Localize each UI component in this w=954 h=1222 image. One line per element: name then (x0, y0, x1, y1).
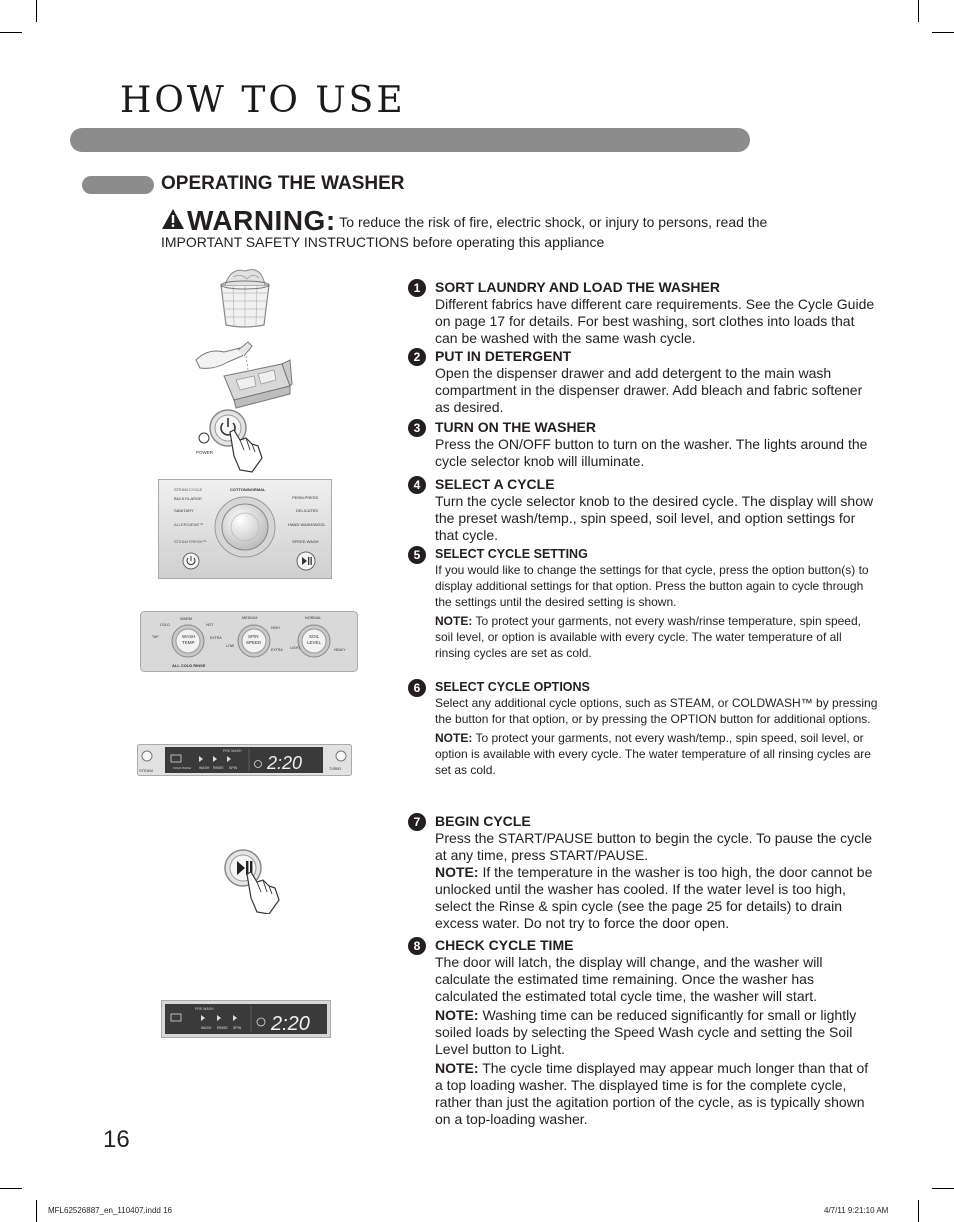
crop-mark (932, 1188, 954, 1189)
svg-text:TAP: TAP (152, 635, 159, 639)
crop-mark (0, 32, 22, 33)
svg-text:EXTRA: EXTRA (271, 648, 283, 652)
step-2 (408, 348, 878, 416)
svg-text:TURBO: TURBO (329, 767, 342, 771)
panel-label: SANITARY (174, 508, 194, 513)
step-4 (408, 476, 878, 544)
note-text: To protect your garments, not every wash/temp., spin speed, soil level, or option is available with every cycle. The water temperature of all rinsing cycles are set as cold. (435, 731, 871, 777)
note-label: NOTE: (435, 864, 479, 880)
note-text: To protect your garments, not every wash/rinse temperature, spin speed, soil level, or option is available with every cycle. The water temperature of all rinsing cycles are set as cold. (435, 614, 861, 660)
step-number: 7 (408, 813, 426, 831)
svg-text:MEDIUM: MEDIUM (242, 616, 258, 620)
svg-text:SPIN: SPIN (248, 634, 259, 639)
display-label: SPIN (229, 766, 238, 770)
warning-text-2: IMPORTANT SAFETY INSTRUCTIONS before operating this appliance (161, 234, 605, 250)
step-number: 8 (408, 937, 426, 955)
step-title: PUT IN DETERGENT (435, 348, 572, 364)
display-time: 2:20 (267, 753, 303, 773)
note-label: NOTE: (435, 731, 473, 745)
step-body: Press the ON/OFF button to turn on the washer. The lights around the cycle selector knob will illuminate. (435, 436, 868, 469)
note-text: Washing time can be reduced significantly for small or lightly soiled loads by selecting the Speed Wash cycle and setting the Soil Level button to Light. (435, 1007, 857, 1057)
warning-block (161, 205, 821, 251)
step-8 (408, 937, 878, 1128)
step-number: 1 (408, 279, 426, 297)
note-text: If the temperature in the washer is too high, the door cannot be unlocked until the washer has cooled. If the water level is too high, select the Rinse & spin cycle (see the page 25 for details) to drain excess water. Do not try to force the door open. (435, 864, 873, 931)
section-pill (82, 176, 154, 194)
step-number: 3 (408, 419, 426, 437)
step-title: SELECT A CYCLE (435, 476, 555, 492)
footer-right: 4/7/11 9:21:10 AM (824, 1206, 889, 1215)
warning-icon (161, 208, 185, 234)
svg-text:SOIL: SOIL (309, 634, 320, 639)
svg-text:HOT: HOT (206, 623, 214, 627)
control-panel-illustration (158, 479, 332, 579)
crop-mark (918, 0, 919, 22)
step-number: 4 (408, 476, 426, 494)
svg-text:NORMAL: NORMAL (305, 616, 322, 620)
step-1 (408, 279, 878, 347)
step-body: Select any additional cycle options, such as STEAM, or COLDWASH™ by pressing the button for that option, or by pressing the OPTION button for additional options. (435, 696, 878, 726)
step-note (435, 613, 878, 661)
svg-text:LEVEL: LEVEL (307, 640, 322, 645)
step-body: Press the START/PAUSE button to begin the cycle. To pause the cycle at any time, press START/PAUSE. (435, 830, 873, 863)
step-title: SELECT CYCLE SETTING (435, 547, 588, 561)
svg-text:EXTRA: EXTRA (210, 636, 222, 640)
step-number: 6 (408, 679, 426, 697)
display-label: PRE WASH (223, 749, 242, 753)
step-body: If you would like to change the settings for that cycle, press the option button(s) to display additional settings for that option. Press the button again to cycle through the settings until the desired setting is shown. (435, 563, 869, 609)
panel-label: DELICATES (296, 508, 318, 513)
display-panel-2-illustration (161, 1000, 331, 1038)
page-title: HOW TO USE (120, 80, 406, 121)
crop-mark (0, 1188, 22, 1189)
panel-label: BULKY/LARGE (174, 496, 202, 501)
step-note (435, 730, 878, 778)
svg-text:COLD: COLD (160, 623, 170, 627)
panel-label: PERM.PRESS (292, 495, 319, 500)
note-text: The cycle time displayed may appear much longer than that of a top loading washer. The displayed time is for the complete cycle, rather than just the agitation portion of the cycle, as is typically shown on a top-loading washer. (435, 1060, 869, 1127)
crop-mark (36, 1200, 37, 1222)
svg-text:HIGH: HIGH (271, 626, 280, 630)
step-3 (408, 419, 878, 470)
display-time: 2:20 (271, 1013, 310, 1035)
step-body: Turn the cycle selector knob to the desired cycle. The display will show the preset wash/temp., spin speed, soil level, and option settings for that cycle. (435, 493, 874, 543)
section-title: OPERATING THE WASHER (161, 173, 405, 194)
step-body: Open the dispenser drawer and add detergent to the main wash compartment in the dispenser drawer. Add bleach and fabric softener as desired. (435, 365, 863, 415)
svg-text:TEMP.: TEMP. (182, 640, 196, 645)
step-note-2 (435, 1060, 878, 1128)
note-label: NOTE: (435, 614, 473, 628)
step-7 (408, 813, 878, 932)
warning-text-1: To reduce the risk of fire, electric shock, or injury to persons, read the (339, 214, 768, 230)
detergent-drawer-illustration (194, 338, 294, 410)
step-title: SELECT CYCLE OPTIONS (435, 680, 590, 694)
step-body: Different fabrics have different care requirements. See the Cycle Guide on page 17 for details. For best washing, sort clothes into loads that can be washed with the same wash cycle. (435, 296, 875, 346)
panel-label: ALLERGIENE™ (174, 522, 204, 527)
panel-label: SPEED WASH (292, 539, 319, 544)
panel-label: STEAM FRESH™ (174, 539, 207, 544)
page-number: 16 (103, 1126, 130, 1153)
svg-text:LIGHT: LIGHT (290, 646, 301, 650)
step-6 (408, 679, 878, 778)
display-panel-illustration (137, 744, 352, 776)
header-bar (70, 128, 750, 152)
step-title: TURN ON THE WASHER (435, 419, 596, 435)
display-label: COLD WASH (173, 766, 192, 770)
display-label: SPIN (233, 1026, 242, 1030)
display-label: STEAM (139, 768, 153, 773)
warning-word: WARNING: (187, 205, 336, 236)
note-label: NOTE: (435, 1007, 479, 1023)
step-title: CHECK CYCLE TIME (435, 937, 574, 953)
step-number: 5 (408, 546, 426, 564)
crop-mark (918, 1200, 919, 1222)
panel-label: COTTON/NORMAL (230, 487, 266, 492)
panel-label: STEAM CYCLE (174, 487, 203, 492)
svg-text:WASH: WASH (182, 634, 196, 639)
display-label: WASH (201, 1026, 212, 1030)
footer-left: MFL62526887_en_110407.indd 16 (48, 1206, 172, 1215)
display-label: RINSE (213, 766, 224, 770)
crop-mark (932, 32, 954, 33)
svg-text:LOW: LOW (226, 644, 234, 648)
svg-text:WARM: WARM (180, 617, 192, 621)
step-note (435, 1007, 878, 1058)
svg-text:HEAVY: HEAVY (334, 648, 346, 652)
settings-knobs-illustration (140, 611, 358, 673)
display-label: PRE WASH (195, 1007, 214, 1011)
start-pause-button-illustration (213, 842, 293, 914)
step-number: 2 (408, 348, 426, 366)
display-label: WASH (199, 766, 210, 770)
svg-text:ALL COLD RINSE: ALL COLD RINSE (172, 663, 206, 668)
laundry-basket-illustration (215, 263, 275, 329)
panel-label: HAND WASH/WOOL (288, 522, 326, 527)
display-label: RINSE (217, 1026, 228, 1030)
step-5 (408, 546, 878, 661)
svg-text:POWER: POWER (196, 450, 214, 455)
step-body: The door will latch, the display will change, and the washer will calculate the estimated time remaining. Once the washer has calculated the estimated total cycle time, the washer will start. (435, 954, 823, 1004)
power-button-illustration (194, 406, 274, 476)
step-title: BEGIN CYCLE (435, 813, 531, 829)
crop-mark (36, 0, 37, 22)
note-label: NOTE: (435, 1060, 479, 1076)
svg-text:SPEED: SPEED (246, 640, 262, 645)
step-title: SORT LAUNDRY AND LOAD THE WASHER (435, 279, 720, 295)
step-note (435, 864, 878, 932)
